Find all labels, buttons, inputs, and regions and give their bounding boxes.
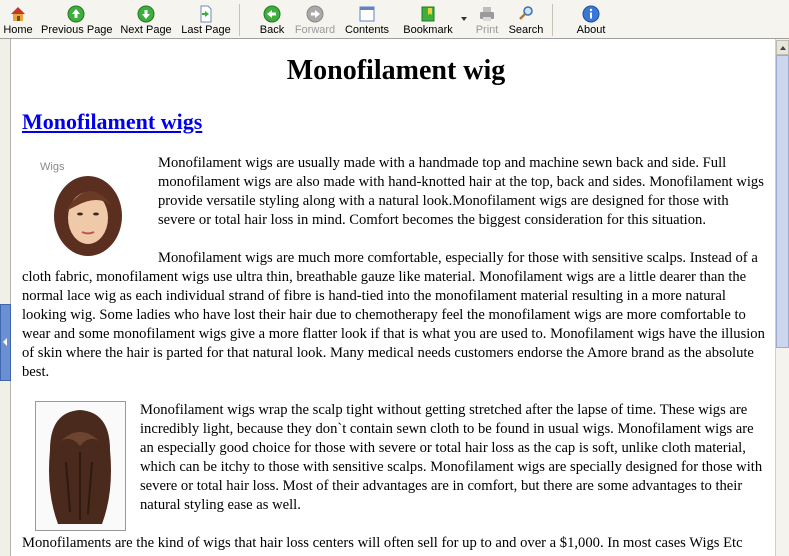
bookmark-label: Bookmark [403,24,453,36]
contents-icon [358,5,376,23]
arrow-down-icon [137,5,155,23]
scroll-thumb[interactable] [776,55,789,348]
toolbar-separator [239,4,240,36]
last-page-button[interactable] [181,2,231,38]
wig-illustration [36,402,125,530]
previous-page-label: Previous Page [41,24,113,36]
search-label: Search [508,24,544,36]
back-label: Back [259,24,285,36]
document-content [11,39,775,556]
arrow-right-icon [306,5,324,23]
paragraph-1: Monofilament wigs are usually made with a handmade top and machine sewn back and side. Full monofilament wigs are also made with hand-knotted hair at the top, back and sides. Monofilament wigs provide versatile styling along with a natural look.Monofilament wigs are designed for those with severe or total hair loss in mind. Comfort becomes the biggest consideration for this situation. [158,155,764,228]
last-page-label: Last Page [181,24,231,36]
paragraph-2: Monofilament wigs are much more comfortable, especially for those with sensitive scalps. Instead of a cloth fabric, monofilament wigs use ultra thin, breathable gauze like material. Monofilament wigs are a little dearer than the normal lace wig as each individual strand of fibre is hand-tied into the monofilament material resulting in a more natural looking wig. Some ladies who have lost their hair due to chemotherapy feel the monofilament wigs are more comfortable to wear and some monofilament wigs give a more flatter look if that is what you are used to. Monofilament wigs have the illusion of skin where the hair is parted for that natural look. Many medical needs customers endorse the Amore brand as the absolute best. [22,250,765,380]
wig-image-short [36,156,138,267]
next-page-button[interactable] [120,2,172,38]
bookmark-icon [419,5,437,23]
back-button[interactable] [257,2,287,38]
bookmark-button[interactable] [402,2,454,38]
toolbar [0,0,789,39]
bookmark-dropdown-icon[interactable] [461,17,467,21]
arrow-left-icon [263,5,281,23]
side-panel-toggle[interactable] [0,304,11,381]
contents-button[interactable] [344,2,390,38]
paragraph [22,154,767,230]
toolbar-separator [552,4,553,36]
wig-image-long [35,401,126,531]
about-button[interactable] [574,2,608,38]
about-label: About [576,24,606,36]
next-page-label: Next Page [120,24,172,36]
search-button[interactable] [508,2,544,38]
forward-label: Forward [294,24,336,36]
arrow-up-icon [67,5,85,23]
home-icon [9,5,27,23]
paragraph-3: Monofilament wigs wrap the scalp tight without getting stretched after the lapse of time. These wigs are incredibly light, because they don`t contain sewn cloth to be found in usual wigs. Monofilament wigs are an especially good choice for those with severe or total hair loss as the cap is soft, unlike cloth material, which can be itchy to those with sensitive scalps. Monofilament wigs are specially designed for those with severe or total hair loss. Most of their advantages are in comfort, but there are some advantages to their natural styling ease as well. [140,402,763,513]
contents-label: Contents [344,24,390,36]
info-icon [582,5,600,23]
vertical-scrollbar[interactable] [775,39,789,556]
paragraph [22,401,767,515]
page-title: Monofilament wig [286,55,506,86]
heading-link[interactable]: Monofilament wigs [22,109,203,134]
image-caption: Wigs [40,161,65,173]
search-icon [517,5,535,23]
printer-icon [478,5,496,23]
previous-page-button[interactable] [41,2,111,38]
home-button[interactable] [3,2,33,38]
print-label: Print [475,24,499,36]
scroll-up-button[interactable] [776,40,789,55]
last-page-icon [197,5,215,23]
side-panel-bar [0,39,11,556]
paragraph-4: Monofilaments are the kind of wigs that hair loss centers will often sell for up to and over a $1,000. In most cases Wigs Etc [22,535,743,551]
article-body [22,154,767,556]
home-label: Home [3,24,33,36]
forward-button[interactable] [293,2,337,38]
print-button[interactable] [474,2,500,38]
wig-illustration [36,156,138,267]
